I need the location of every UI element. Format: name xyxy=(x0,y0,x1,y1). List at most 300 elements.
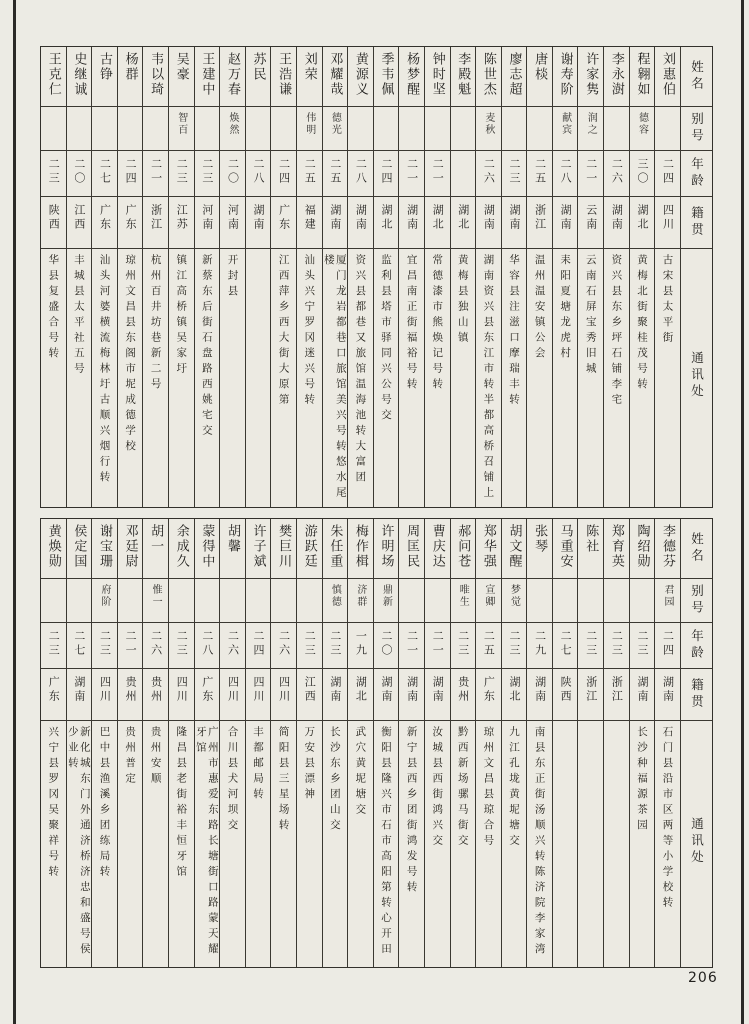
person-column xyxy=(246,47,272,507)
person-age: 二四 xyxy=(252,630,266,658)
person-alias: 宣卿 xyxy=(482,584,494,608)
alias-cell xyxy=(143,107,168,151)
alias-cell xyxy=(118,107,143,151)
person-column xyxy=(118,519,144,967)
person-column xyxy=(348,47,374,507)
origin-cell xyxy=(118,197,143,249)
person-name: 周匡民 xyxy=(404,524,420,569)
person-age: 二三 xyxy=(98,630,112,658)
person-name: 樊巨川 xyxy=(276,524,292,569)
name-cell xyxy=(527,47,552,107)
person-age: 二六 xyxy=(226,630,240,658)
person-column xyxy=(578,519,604,967)
person-age: 二一 xyxy=(149,158,163,186)
address-cell xyxy=(578,721,603,967)
age-cell xyxy=(92,151,117,197)
age-cell xyxy=(143,623,168,669)
person-age: 二七 xyxy=(72,630,86,658)
person-name: 刘荣 xyxy=(301,52,317,82)
person-address: 兴宁县罗冈吴聚祥号转 xyxy=(47,726,60,881)
name-cell xyxy=(195,519,220,579)
alias-cell xyxy=(374,107,399,151)
person-name: 马重安 xyxy=(557,524,573,569)
row-header-address xyxy=(681,249,712,507)
alias-cell xyxy=(578,107,603,151)
person-alias: 麦秋 xyxy=(482,112,494,136)
address-cell xyxy=(220,721,245,967)
name-cell xyxy=(143,519,168,579)
person-address: 黄梅北街聚桂茂号转 xyxy=(635,254,648,394)
person-name: 邓廷尉 xyxy=(122,524,138,569)
origin-cell xyxy=(476,197,501,249)
address-cell xyxy=(425,249,450,507)
address-cell xyxy=(348,249,373,507)
person-age: 二三 xyxy=(456,630,470,658)
origin-cell xyxy=(527,197,552,249)
alias-cell xyxy=(348,579,373,623)
person-age: 二六 xyxy=(482,158,496,186)
alias-cell xyxy=(451,107,476,151)
person-name: 陈社 xyxy=(583,524,599,554)
person-name: 史继诚 xyxy=(71,52,87,97)
alias-cell xyxy=(553,107,578,151)
name-cell xyxy=(297,519,322,579)
alias-cell xyxy=(143,579,168,623)
alias-cell xyxy=(246,107,271,151)
age-cell xyxy=(425,151,450,197)
person-name: 程翱如 xyxy=(634,52,650,97)
origin-cell xyxy=(399,197,424,249)
person-origin: 广东 xyxy=(98,204,112,232)
alias-cell xyxy=(220,107,245,151)
person-age: 三〇 xyxy=(635,158,649,186)
person-name: 游跃廷 xyxy=(301,524,317,569)
alias-cell xyxy=(502,107,527,151)
person-age: 二八 xyxy=(559,158,573,186)
alias-cell xyxy=(604,107,629,151)
person-address: 新宁县西乡团街鸿发号转 xyxy=(405,726,418,897)
alias-cell xyxy=(323,579,348,623)
person-alias: 济群 xyxy=(354,584,366,608)
person-origin: 湖北 xyxy=(354,676,368,704)
row-header-origin-label: 籍贯 xyxy=(689,678,705,711)
name-cell xyxy=(67,519,92,579)
age-cell xyxy=(604,151,629,197)
person-origin: 广东 xyxy=(482,676,496,704)
row-header-alias xyxy=(681,107,712,151)
person-age: 二七 xyxy=(98,158,112,186)
person-alias: 献宾 xyxy=(559,112,571,136)
person-column xyxy=(271,47,297,507)
name-cell xyxy=(246,519,271,579)
person-age: 二三 xyxy=(200,158,214,186)
name-cell xyxy=(655,47,680,107)
person-column xyxy=(553,519,579,967)
origin-cell xyxy=(476,669,501,721)
name-cell xyxy=(630,519,655,579)
name-cell xyxy=(297,47,322,107)
person-name: 许家隽 xyxy=(583,52,599,97)
name-cell xyxy=(169,519,194,579)
person-origin: 浙江 xyxy=(533,204,547,232)
age-cell xyxy=(604,623,629,669)
person-alias: 焕然 xyxy=(226,112,238,136)
person-alias: 慎德 xyxy=(329,584,341,608)
age-cell xyxy=(451,151,476,197)
person-age: 二三 xyxy=(47,158,61,186)
person-name: 郝问苍 xyxy=(455,524,471,569)
person-address: 长沙种福源茶园 xyxy=(635,726,648,835)
person-age: 二六 xyxy=(610,158,624,186)
page-content xyxy=(40,46,713,968)
name-cell xyxy=(655,519,680,579)
address-cell xyxy=(92,249,117,507)
address-cell xyxy=(476,249,501,507)
person-column xyxy=(604,47,630,507)
person-age: 一九 xyxy=(354,630,368,658)
origin-cell xyxy=(195,669,220,721)
person-age: 二五 xyxy=(533,158,547,186)
alias-cell xyxy=(41,579,66,623)
person-column xyxy=(195,519,221,967)
person-column xyxy=(41,47,67,507)
person-address: 资兴县都巷又旅馆温海池转大富团 xyxy=(354,254,367,487)
person-name: 黄源义 xyxy=(352,52,368,97)
person-address: 黄梅县独山镇 xyxy=(456,254,469,347)
person-origin: 贵州 xyxy=(456,676,470,704)
address-cell xyxy=(246,721,271,967)
address-cell xyxy=(41,721,66,967)
origin-cell xyxy=(374,197,399,249)
age-cell xyxy=(143,151,168,197)
address-cell xyxy=(195,721,220,967)
person-column xyxy=(271,519,297,967)
name-cell xyxy=(271,47,296,107)
address-cell xyxy=(118,249,143,507)
row-header-origin xyxy=(681,197,712,249)
age-cell xyxy=(476,151,501,197)
page-number: 206 xyxy=(688,970,718,986)
alias-cell xyxy=(630,579,655,623)
person-origin: 湖南 xyxy=(661,676,675,704)
age-cell xyxy=(425,623,450,669)
person-columns-bottom xyxy=(41,519,681,967)
scan-page-edge-left xyxy=(13,0,16,1024)
person-address: 华容县注滋口摩瑞丰转 xyxy=(507,254,520,409)
person-origin: 广东 xyxy=(47,676,61,704)
age-cell xyxy=(348,623,373,669)
person-age: 二三 xyxy=(507,158,521,186)
person-address: 监利县塔市驿同兴公号交 xyxy=(380,254,393,425)
address-cell xyxy=(655,249,680,507)
age-cell xyxy=(630,623,655,669)
person-origin: 陕西 xyxy=(47,204,61,232)
person-address: 黔西新场骡马街交 xyxy=(456,726,469,850)
alias-cell xyxy=(425,107,450,151)
person-column xyxy=(553,47,579,507)
person-address: 新化城东门外通济桥济忠和盛号侯少业转 xyxy=(66,726,91,959)
person-address: 琼州文昌县东阁市坭成德学校 xyxy=(124,254,137,456)
person-name: 韦以琦 xyxy=(148,52,164,97)
origin-cell xyxy=(502,197,527,249)
origin-cell xyxy=(143,669,168,721)
name-cell xyxy=(41,47,66,107)
person-age: 二四 xyxy=(661,158,675,186)
age-cell xyxy=(323,623,348,669)
name-cell xyxy=(143,47,168,107)
origin-cell xyxy=(92,197,117,249)
alias-cell xyxy=(169,107,194,151)
person-name: 杨梦醒 xyxy=(404,52,420,97)
origin-cell xyxy=(553,669,578,721)
alias-cell xyxy=(323,107,348,151)
age-cell xyxy=(399,151,424,197)
alias-cell xyxy=(553,579,578,623)
person-origin: 湖南 xyxy=(533,676,547,704)
person-origin: 湖南 xyxy=(559,204,573,232)
person-column xyxy=(195,47,221,507)
address-cell xyxy=(195,249,220,507)
person-column xyxy=(476,47,502,507)
alias-cell xyxy=(399,579,424,623)
person-column xyxy=(630,519,656,967)
origin-cell xyxy=(451,669,476,721)
age-cell xyxy=(297,623,322,669)
person-address: 汕头河婆横流梅林圩古顺兴烟行转 xyxy=(98,254,111,487)
name-cell xyxy=(451,47,476,107)
alias-cell xyxy=(169,579,194,623)
address-cell xyxy=(118,721,143,967)
person-name: 陈世杰 xyxy=(480,52,496,97)
age-cell xyxy=(323,151,348,197)
person-alias: 伟明 xyxy=(303,112,315,136)
directory-table-top xyxy=(40,46,713,508)
person-column xyxy=(527,519,553,967)
person-address: 隆昌县老街裕丰恒牙馆 xyxy=(175,726,188,881)
person-origin: 四川 xyxy=(226,676,240,704)
person-origin: 江苏 xyxy=(175,204,189,232)
person-origin: 河南 xyxy=(226,204,240,232)
age-cell xyxy=(451,623,476,669)
person-column xyxy=(374,519,400,967)
row-header-address xyxy=(681,721,712,967)
person-address: 常德漆市熊焕记号转 xyxy=(431,254,444,394)
age-cell xyxy=(527,623,552,669)
origin-cell xyxy=(348,197,373,249)
person-origin: 浙江 xyxy=(149,204,163,232)
age-cell xyxy=(271,623,296,669)
row-header-address-label: 通讯处 xyxy=(689,351,705,401)
person-age: 二三 xyxy=(47,630,61,658)
address-cell xyxy=(297,249,322,507)
address-cell xyxy=(399,721,424,967)
person-origin: 湖南 xyxy=(405,204,419,232)
person-columns-top xyxy=(41,47,681,507)
alias-cell xyxy=(67,579,92,623)
person-origin: 湖南 xyxy=(252,204,266,232)
age-cell xyxy=(195,623,220,669)
person-age: 二五 xyxy=(303,158,317,186)
person-name: 赵万春 xyxy=(224,52,240,97)
name-cell xyxy=(399,519,424,579)
alias-cell xyxy=(476,107,501,151)
row-header-name-label: 姓名 xyxy=(689,532,705,565)
age-cell xyxy=(67,623,92,669)
person-age: 二八 xyxy=(354,158,368,186)
person-origin: 四川 xyxy=(98,676,112,704)
directory-table-bottom xyxy=(40,518,713,968)
person-column xyxy=(604,519,630,967)
person-column xyxy=(527,47,553,507)
alias-cell xyxy=(348,107,373,151)
person-age: 二五 xyxy=(328,158,342,186)
person-address: 资兴县东乡坪石铺李宅 xyxy=(610,254,623,409)
person-alias: 唯生 xyxy=(457,584,469,608)
person-origin: 江西 xyxy=(303,676,317,704)
row-header-column-bottom xyxy=(681,519,712,967)
person-origin: 广东 xyxy=(277,204,291,232)
person-origin: 湖南 xyxy=(354,204,368,232)
person-column xyxy=(143,47,169,507)
name-cell xyxy=(348,47,373,107)
alias-cell xyxy=(527,579,552,623)
person-column xyxy=(323,519,349,967)
person-name: 侯定国 xyxy=(71,524,87,569)
alias-cell xyxy=(92,579,117,623)
person-address: 云南石屏宝秀旧城 xyxy=(584,254,597,378)
alias-cell xyxy=(604,579,629,623)
origin-cell xyxy=(195,197,220,249)
person-origin: 湖北 xyxy=(507,676,521,704)
age-cell xyxy=(348,151,373,197)
person-name: 苏民 xyxy=(250,52,266,82)
person-address: 巴中县渔溪乡团练局转 xyxy=(98,726,111,881)
row-header-name-label: 姓名 xyxy=(689,60,705,93)
origin-cell xyxy=(578,197,603,249)
origin-cell xyxy=(169,669,194,721)
origin-cell xyxy=(143,197,168,249)
person-name: 许明场 xyxy=(378,524,394,569)
alias-cell xyxy=(41,107,66,151)
age-cell xyxy=(271,151,296,197)
origin-cell xyxy=(41,669,66,721)
person-column xyxy=(451,47,477,507)
person-age: 二三 xyxy=(584,630,598,658)
person-name: 曹庆达 xyxy=(429,524,445,569)
alias-cell xyxy=(297,579,322,623)
age-cell xyxy=(246,623,271,669)
address-cell xyxy=(553,721,578,967)
age-cell xyxy=(195,151,220,197)
person-column xyxy=(297,47,323,507)
person-age: 二八 xyxy=(252,158,266,186)
address-cell xyxy=(502,249,527,507)
name-cell xyxy=(169,47,194,107)
person-origin: 贵州 xyxy=(124,676,138,704)
person-column xyxy=(502,519,528,967)
alias-cell xyxy=(67,107,92,151)
origin-cell xyxy=(655,669,680,721)
person-name: 邓耀哉 xyxy=(327,52,343,97)
address-cell xyxy=(67,249,92,507)
person-origin: 湖北 xyxy=(380,204,394,232)
person-column xyxy=(655,47,681,507)
person-origin: 湖南 xyxy=(431,676,445,704)
person-origin: 江西 xyxy=(72,204,86,232)
origin-cell xyxy=(41,197,66,249)
person-origin: 湖南 xyxy=(610,204,624,232)
person-name: 蒙得中 xyxy=(199,524,215,569)
person-origin: 湖南 xyxy=(482,204,496,232)
person-origin: 湖南 xyxy=(380,676,394,704)
person-address: 丰都邮局转 xyxy=(252,726,265,804)
person-column xyxy=(374,47,400,507)
name-cell xyxy=(92,47,117,107)
name-cell xyxy=(348,519,373,579)
name-cell xyxy=(425,47,450,107)
person-age: 二三 xyxy=(175,158,189,186)
origin-cell xyxy=(630,669,655,721)
alias-cell xyxy=(578,579,603,623)
address-cell xyxy=(630,249,655,507)
person-column xyxy=(143,519,169,967)
person-origin: 四川 xyxy=(252,676,266,704)
person-origin: 四川 xyxy=(661,204,675,232)
row-header-alias xyxy=(681,579,712,623)
person-name: 李德芬 xyxy=(660,524,676,569)
name-cell xyxy=(630,47,655,107)
origin-cell xyxy=(323,197,348,249)
person-age: 二四 xyxy=(661,630,675,658)
person-name: 钟时坚 xyxy=(429,52,445,97)
origin-cell xyxy=(374,669,399,721)
person-alias: 润之 xyxy=(585,112,597,136)
person-address: 简阳县三星场转 xyxy=(277,726,290,835)
person-address: 贵州安顺 xyxy=(149,726,162,788)
person-age: 二一 xyxy=(405,158,419,186)
address-cell xyxy=(220,249,245,507)
person-name: 李永澍 xyxy=(608,52,624,97)
address-cell xyxy=(323,249,348,507)
person-name: 杨群 xyxy=(122,52,138,82)
person-origin: 贵州 xyxy=(149,676,163,704)
person-column xyxy=(451,519,477,967)
person-name: 陶绍勋 xyxy=(634,524,650,569)
person-address: 合川县犬河坝交 xyxy=(226,726,239,835)
origin-cell xyxy=(527,669,552,721)
scan-page-edge-right xyxy=(741,0,744,1024)
age-cell xyxy=(297,151,322,197)
person-address: 长沙东乡团山交 xyxy=(328,726,341,835)
row-header-origin xyxy=(681,669,712,721)
person-address: 丰城县太平社五号 xyxy=(72,254,85,378)
person-address: 宜昌南正街福裕号转 xyxy=(405,254,418,394)
origin-cell xyxy=(655,197,680,249)
person-name: 胡一 xyxy=(148,524,164,554)
person-column xyxy=(399,519,425,967)
person-address: 汝城县西街鸿兴交 xyxy=(431,726,444,850)
person-address: 石门县沿市区两等小学校转 xyxy=(661,726,674,912)
person-name: 王建中 xyxy=(199,52,215,97)
person-origin: 广东 xyxy=(200,676,214,704)
age-cell xyxy=(655,623,680,669)
age-cell xyxy=(118,151,143,197)
name-cell xyxy=(67,47,92,107)
person-name: 王克仁 xyxy=(45,52,61,97)
age-cell xyxy=(118,623,143,669)
person-age: 二一 xyxy=(584,158,598,186)
address-cell xyxy=(578,249,603,507)
